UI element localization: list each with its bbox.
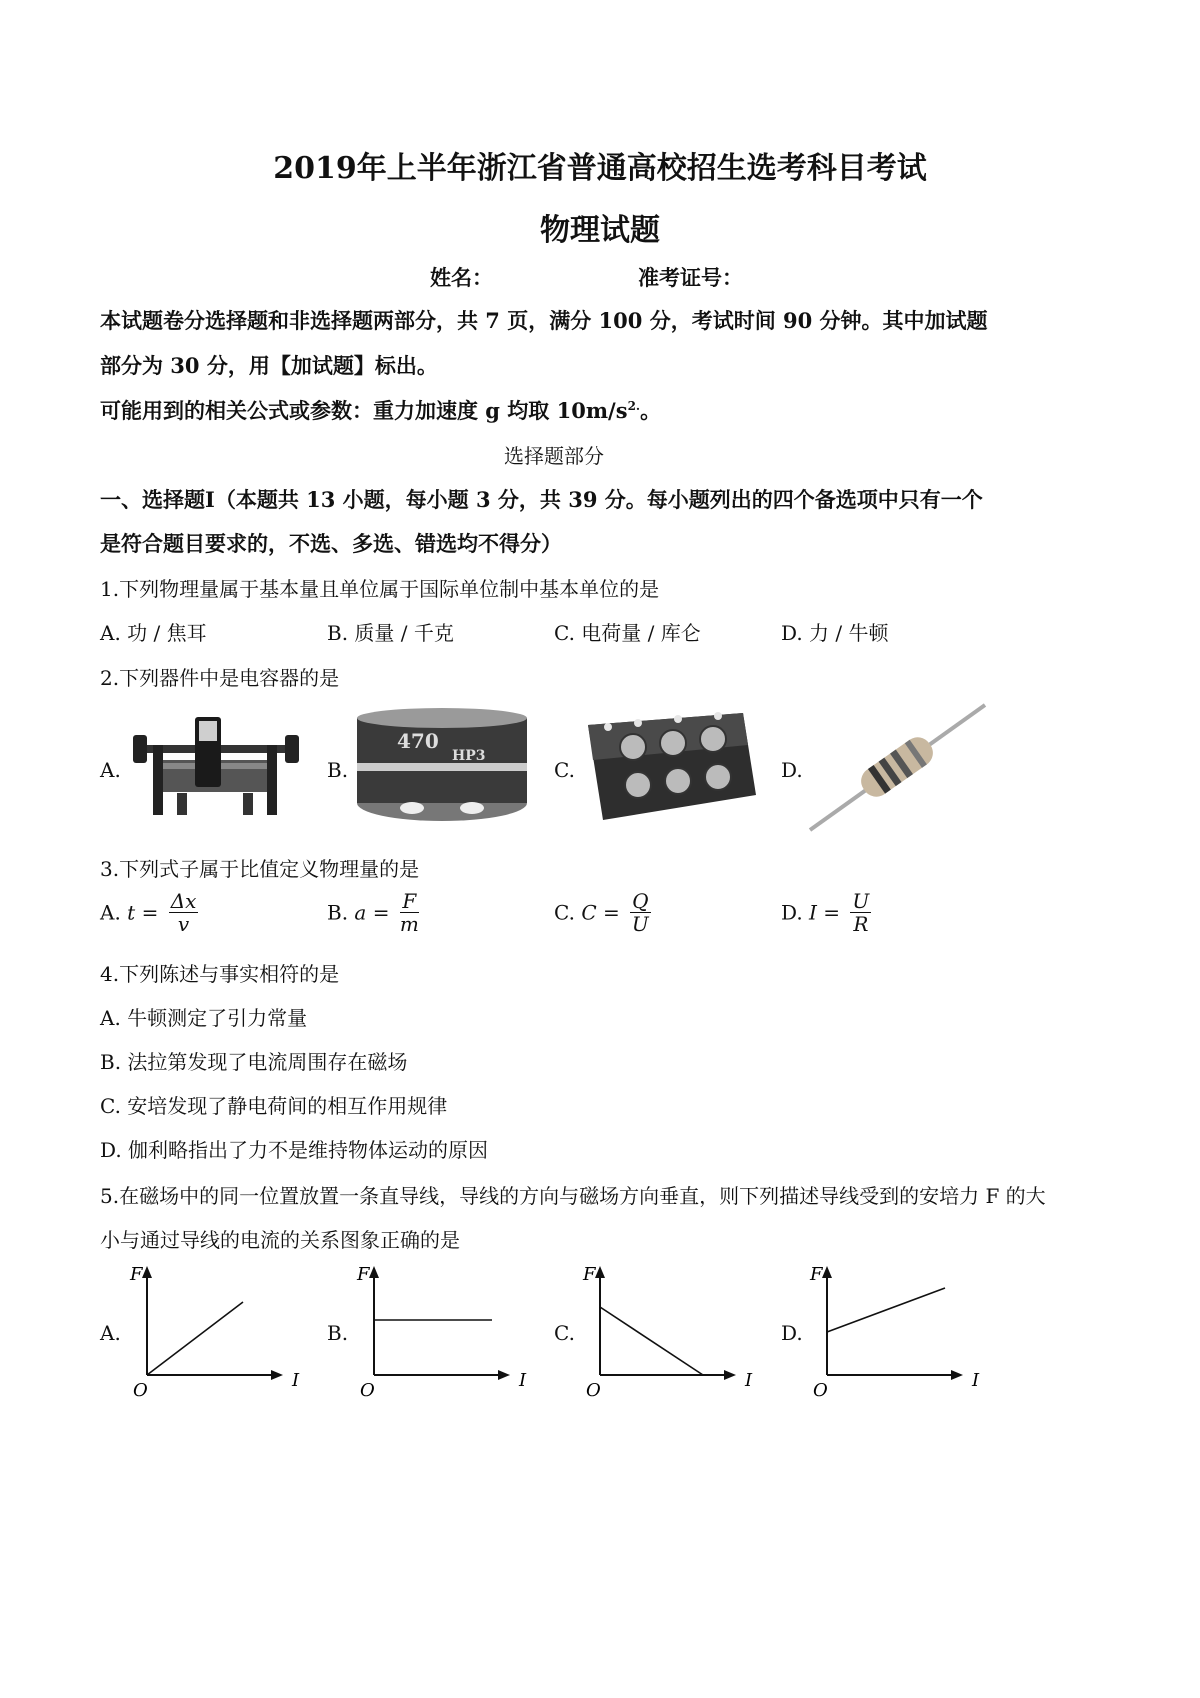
q1-option-a: A. 功 / 焦耳	[100, 621, 207, 645]
q3-lhs-c: C =	[581, 900, 620, 925]
q3-label-d: D.	[781, 900, 803, 925]
q3-lhs-b: a =	[354, 900, 390, 925]
capacitor-label-1: 470	[397, 729, 439, 753]
intro-line-1: 本试题卷分选择题和非选择题两部分，共 7 页，满分 100 分，考试时间 90 分钟。其中加试题	[100, 308, 988, 333]
q2-label-a: A.	[100, 758, 121, 782]
q3-option-c	[554, 890, 651, 935]
q1-option-c: C. 电荷量 / 库仑	[554, 621, 701, 645]
q4-option-b: B. 法拉第发现了电流周围存在磁场	[100, 1050, 408, 1074]
q3-fraction-d: $\frac{U}{R}$	[852, 889, 870, 936]
graph-a-x-label: I	[292, 1370, 300, 1391]
exam-subtitle: 物理试题	[540, 213, 660, 248]
q1-option-d: D. 力 / 牛顿	[781, 621, 889, 645]
graph-d-origin: O	[813, 1380, 828, 1401]
q2-label-b: B.	[327, 758, 349, 782]
exam-title: 2019年上半年浙江省普通高校招生选考科目考试	[273, 151, 927, 186]
q2-stem: 2.下列器件中是电容器的是	[100, 666, 340, 690]
graph-a-origin: O	[133, 1380, 148, 1401]
resistor-image	[805, 700, 990, 835]
graph-c-y-label: F	[583, 1264, 596, 1285]
graph-d-x-label: I	[972, 1370, 980, 1391]
graph-b-y-label: F	[357, 1264, 370, 1285]
q3-label-c: C.	[554, 900, 575, 925]
q5-label-b: B.	[327, 1321, 349, 1345]
intro-line-2: 部分为 30 分，用【加试题】标出。	[100, 353, 438, 378]
resistance-box-image	[578, 705, 758, 827]
q4-option-d: D. 伽利略指出了力不是维持物体运动的原因	[100, 1138, 489, 1162]
graph-d	[805, 1262, 985, 1402]
q3-fraction-b: $\frac{F}{m}$	[399, 889, 419, 936]
q3-fraction-c: $\frac{Q}{U}$	[631, 889, 649, 936]
q3-option-a	[100, 890, 198, 935]
q3-stem: 3.下列式子属于比值定义物理量的是	[100, 857, 420, 881]
part1-line-1: 一、选择题Ⅰ（本题共 13 小题，每小题 3 分，共 39 分。每小题列出的四个备选项中只有一个	[100, 487, 983, 512]
graph-a	[125, 1262, 305, 1402]
q3-option-d	[781, 890, 871, 935]
graph-c	[578, 1262, 758, 1402]
q5-label-a: A.	[100, 1321, 121, 1345]
intro-line-3: 可能用到的相关公式或参数：重力加速度 g 均取 $10m/s^{2.}$。	[100, 398, 662, 423]
q3-label-a: A.	[100, 900, 121, 925]
graph-b	[352, 1262, 532, 1402]
q4-option-a: A. 牛顿测定了引力常量	[100, 1006, 308, 1030]
name-label: 姓名：	[430, 265, 493, 290]
q3-lhs-a: t =	[127, 900, 159, 925]
q3-label-b: B.	[327, 900, 349, 925]
section-heading: 选择题部分	[504, 444, 604, 468]
q1-stem: 1.下列物理量属于基本量且单位属于国际单位制中基本单位的是	[100, 577, 660, 601]
id-label: 准考证号：	[638, 265, 743, 290]
q3-option-b	[327, 890, 419, 935]
capacitor-image	[352, 708, 532, 823]
graph-d-y-label: F	[810, 1264, 823, 1285]
graph-c-origin: O	[586, 1380, 601, 1401]
part1-line-2: 是符合题目要求的，不选、多选、错选均不得分）	[100, 531, 562, 556]
q2-label-d: D.	[781, 758, 803, 782]
q5-label-c: C.	[554, 1321, 575, 1345]
q4-option-c: C. 安培发现了静电荷间的相互作用规律	[100, 1094, 448, 1118]
graph-b-origin: O	[360, 1380, 375, 1401]
q1-option-b: B. 质量 / 千克	[327, 621, 454, 645]
graph-c-x-label: I	[745, 1370, 753, 1391]
q3-fraction-a: $\frac{\Delta x}{v}$	[170, 889, 197, 936]
q5-label-d: D.	[781, 1321, 803, 1345]
rheostat-image	[125, 705, 310, 825]
graph-b-x-label: I	[519, 1370, 527, 1391]
q5-stem-line-1: 5.在磁场中的同一位置放置一条直导线，导线的方向与磁场方向垂直，则下列描述导线受到的安培力 F 的大	[100, 1184, 1046, 1208]
intro-exponent: 2.	[627, 399, 641, 413]
q5-stem-line-2: 小与通过导线的电流的关系图象正确的是	[100, 1228, 460, 1252]
q4-stem: 4.下列陈述与事实相符的是	[100, 962, 340, 986]
capacitor-label-2: HP3	[452, 748, 486, 764]
graph-a-y-label: F	[130, 1264, 143, 1285]
q2-label-c: C.	[554, 758, 575, 782]
q3-lhs-d: I =	[809, 900, 841, 925]
